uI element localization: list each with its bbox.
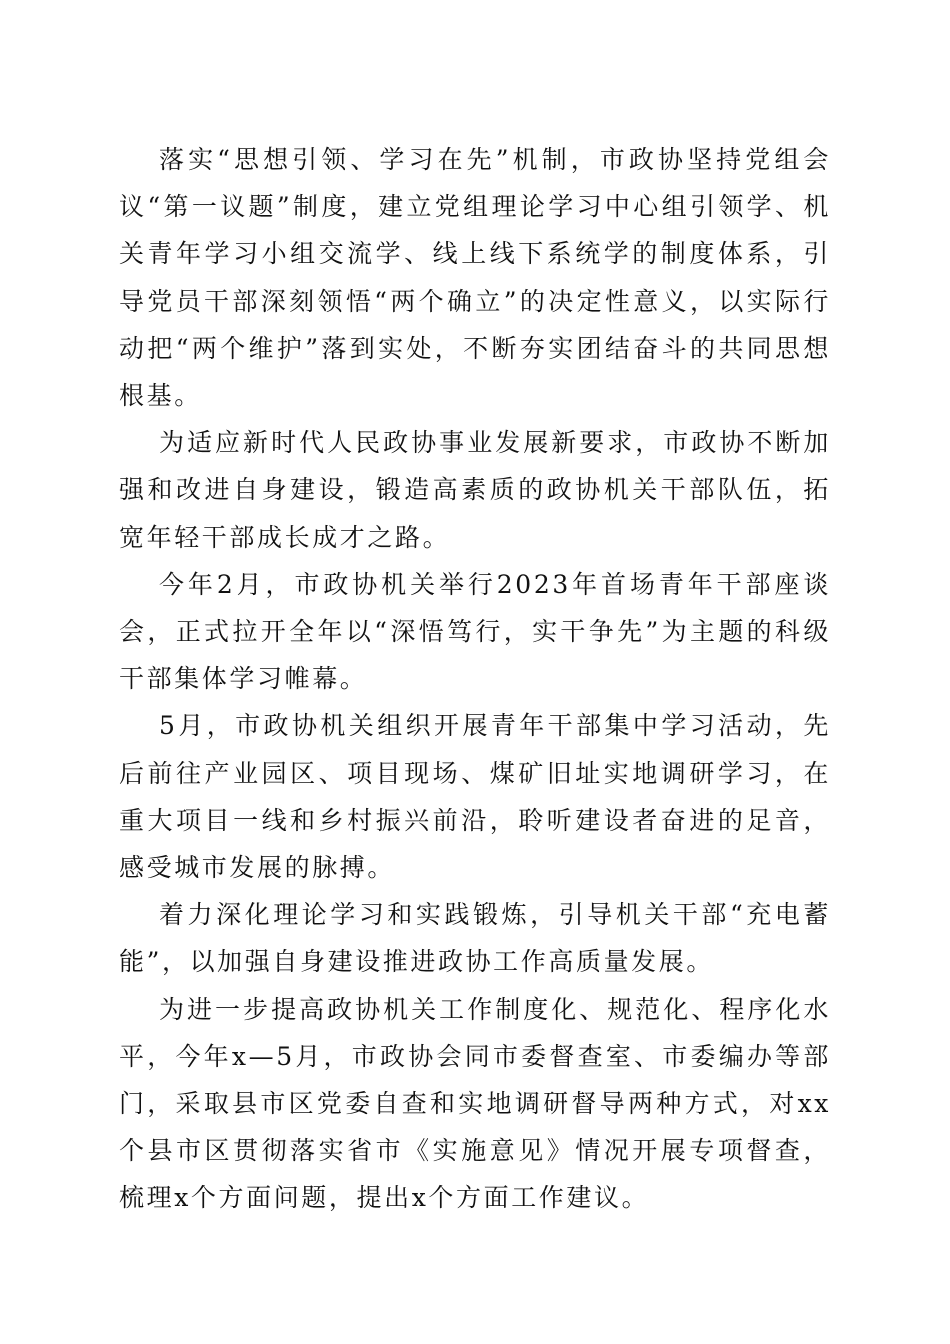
paragraph-6: 为进一步提高政协机关工作制度化、规范化、程序化水平，今年x—5月，市政协会同市委督查室、市委编办等部门，采取县市区党委自查和实地调研督导两种方式，对xx个县市区贯彻落实省市《实施意见》情况开展专项督查，梳理x个方面问题，提出x个方面工作建议。	[119, 994, 831, 1213]
paragraph-5: 着力深化理论学习和实践锻炼，引导机关干部“充电蓄能”，以加强自身建设推进政协工作高质量发展。	[119, 900, 831, 977]
paragraph-1: 落实“思想引领、学习在先”机制，市政协坚持党组会议“第一议题”制度，建立党组理论学习中心组引领学、机关青年学习小组交流学、线上线下系统学的制度体系，引导党员干部深刻领悟“两个确立”的决定性意义，以实际行动把“两个维护”落到实处，不断夯实团结奋斗的共同思想根基。	[119, 145, 831, 411]
document-body	[119, 136, 831, 1222]
paragraph-3: 今年2月，市政协机关举行2023年首场青年干部座谈会，正式拉开全年以“深悟笃行，实干争先”为主题的科级干部集体学习帷幕。	[119, 569, 831, 694]
paragraph-4: 5月，市政协机关组织开展青年干部集中学习活动，先后前往产业园区、项目现场、煤矿旧址实地调研学习，在重大项目一线和乡村振兴前沿，聆听建设者奋进的足音，感受城市发展的脉搏。	[119, 711, 831, 883]
paragraph-2: 为适应新时代人民政协事业发展新要求，市政协不断加强和改进自身建设，锻造高素质的政协机关干部队伍，拓宽年轻干部成长成才之路。	[119, 428, 831, 552]
